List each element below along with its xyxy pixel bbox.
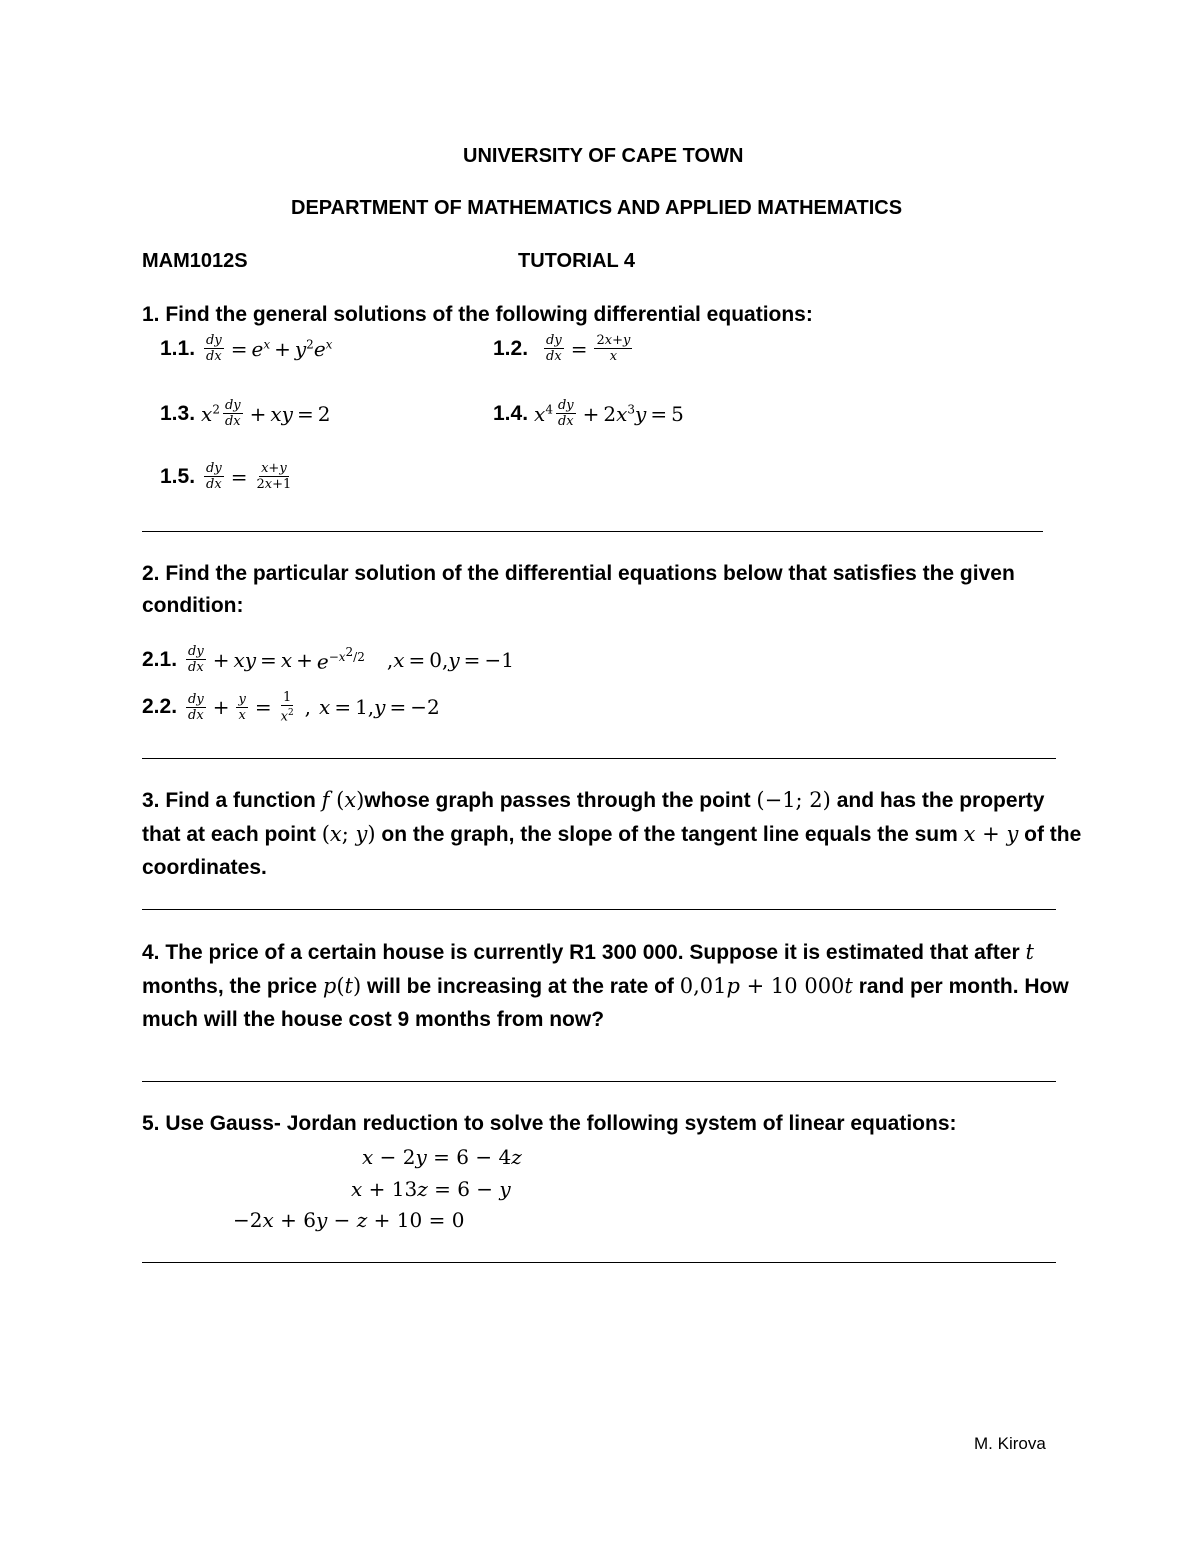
q4-line2: months, the price p(t) will be increasing at the rate of 0,01p + 10 000t rand per month. How [142, 974, 1069, 998]
author-signature: M. Kirova [974, 1434, 1046, 1453]
eq-1-1: 1.1. $\frac{dy}{dx}$ = $e^x$ + $y^2e^x$ [160, 333, 333, 364]
eq-label: 1.4. [493, 401, 529, 425]
q3-line1: 3. Find a function f (x)whose graph passes through the point (−1; 2) and has the property [142, 788, 1045, 812]
system-eq-3: −2x + 6y − z + 10 = 0 [233, 1208, 465, 1232]
q5-intro: 5. Use Gauss- Jordan reduction to solve the following system of linear equations: [142, 1112, 957, 1135]
eq-1-2: 1.2. $\frac{dy}{dx}$ = $\frac{2x+y}{x}$ [493, 333, 631, 364]
eq-label: 2.1. [142, 647, 178, 671]
eq-1-4: 1.4. $x^4$ $\frac{dy}{dx}$ + 2 $x^3y$ = 5 [493, 398, 684, 429]
eq-2-1: 2.1. $\frac{dy}{dx}$ + xy = x + $e^{-x^2/2}$ , x = 0, y = −1 [142, 644, 514, 675]
tutorial-number: TUTORIAL 4 [518, 250, 636, 272]
q2-line1: 2. Find the particular solution of the differential equations below that satisfies the given [142, 562, 1015, 585]
course-code: MAM1012S [142, 250, 248, 272]
eq-1-5: 1.5. $\frac{dy}{dx}$ = $\frac{x+y}{2x+1}$ [160, 461, 292, 492]
q4-line1: 4. The price of a certain house is currently R1 300 000. Suppose it is estimated that after t [142, 940, 1034, 964]
eq-label: 1.1. [160, 336, 196, 360]
system-eq-2: x + 13z = 6 − y [351, 1177, 511, 1201]
divider [142, 1262, 1056, 1263]
divider [142, 758, 1056, 759]
department-title: DEPARTMENT OF MATHEMATICS AND APPLIED MATHEMATICS [291, 197, 903, 219]
q3-line3: coordinates. [142, 856, 267, 879]
university-title: UNIVERSITY OF CAPE TOWN [463, 145, 744, 167]
system-eq-1: x − 2y = 6 − 4z [362, 1145, 522, 1169]
q3-line2: that at each point (x; y) on the graph, the slope of the tangent line equals the sum x + y of the [142, 822, 1082, 846]
eq-label: 1.2. [493, 336, 529, 360]
eq-2-2: 2.2. $\frac{dy}{dx}$ + $\frac{y}{x}$ = $\frac{1}{x^2}$ , x = 1, y = −2 [142, 690, 440, 725]
eq-label: 1.5. [160, 464, 196, 488]
eq-label: 1.3. [160, 401, 196, 425]
eq-label: 2.2. [142, 695, 178, 719]
q2-line2: condition: [142, 594, 244, 617]
q4-line3: much will the house cost 9 months from now? [142, 1008, 605, 1031]
eq-1-3: 1.3. $x^2$ $\frac{dy}{dx}$ + xy = 2 [160, 398, 331, 429]
divider [142, 531, 1043, 532]
divider [142, 909, 1056, 910]
divider [142, 1081, 1056, 1082]
q1-intro: 1. Find the general solutions of the following differential equations: [142, 303, 813, 326]
